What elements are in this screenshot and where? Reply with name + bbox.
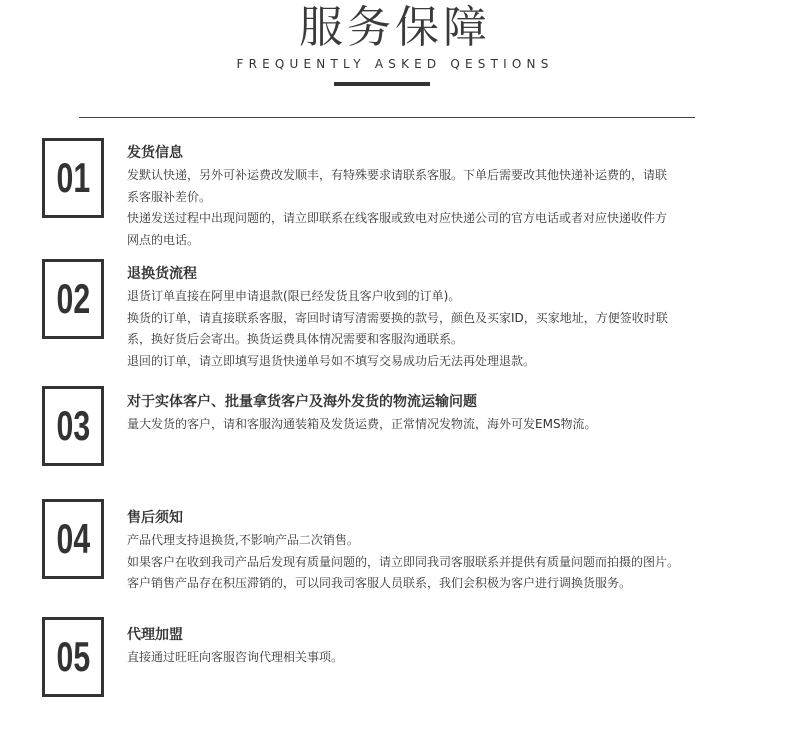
section-line: 如果客户在收到我司产品后发现有质量问题的，请立即同我司客服联系并提供有质量问题而拍摄的图片。	[127, 554, 680, 569]
section-line: 退货订单直接在阿里申请退款(限已经发货且客户收到的订单)。	[127, 289, 461, 303]
section-return-process	[127, 264, 727, 372]
section-line: 网点的电话。	[127, 232, 200, 247]
page-title: 服务保障	[299, 2, 491, 53]
section-number: 02	[56, 275, 90, 322]
section-number-box	[42, 499, 104, 579]
section-number: 03	[56, 402, 90, 449]
section-logistics	[127, 392, 727, 436]
section-title: 对于实体客户、批量拿货客户及海外发货的物流运输问题	[127, 394, 477, 410]
section-line: 发默认快递，另外可补运费改发顺丰，有特殊要求请联系客服。下单后需要改其他快递补运费的，请联	[127, 168, 668, 182]
section-title: 发货信息	[127, 145, 183, 161]
section-line: 系，换好货后会寄出。换货运费具体情况需要和客服沟通联系。	[127, 332, 464, 346]
section-number-box	[42, 138, 104, 218]
section-number-box	[42, 259, 104, 339]
section-number-box	[42, 617, 104, 697]
section-line: 产品代理支持退换货,不影响产品二次销售。	[127, 533, 359, 547]
section-number: 04	[56, 515, 90, 562]
divider	[79, 117, 695, 118]
section-number-box	[42, 386, 104, 466]
section-line: 量大发货的客户，请和客服沟通装箱及发货运费，正常情况发物流，海外可发EMS物流。	[127, 417, 597, 431]
section-number: 05	[56, 633, 90, 680]
section-title: 售后须知	[127, 510, 183, 526]
section-title: 代理加盟	[127, 627, 183, 643]
section-number: 01	[56, 154, 90, 201]
section-line: 退回的订单，请立即填写退货快递单号如不填写交易成功后无法再处理退款。	[127, 353, 536, 368]
section-line: 快递发送过程中出现问题的，请立即联系在线客服或致电对应快递公司的官方电话或者对应快递收件方	[127, 211, 668, 225]
section-shipping-info	[127, 143, 727, 251]
section-line: 系客服补差价。	[127, 189, 212, 204]
section-line: 换货的订单，请直接联系客服，寄回时请写清需要换的款号，颜色及买家ID，买家地址，方便签收时联	[127, 310, 668, 325]
section-title: 退换货流程	[127, 266, 197, 282]
page-subtitle: FREQUENTLY ASKED QESTIONS	[236, 57, 554, 71]
title-underline	[334, 82, 430, 86]
section-line: 直接通过旺旺向客服咨询代理相关事项。	[127, 650, 344, 664]
section-franchise	[127, 625, 727, 669]
section-after-sales	[127, 508, 727, 595]
section-line: 客户销售产品存在积压滞销的，可以同我司客服人员联系，我们会积极为客户进行调换货服务。	[127, 576, 632, 590]
